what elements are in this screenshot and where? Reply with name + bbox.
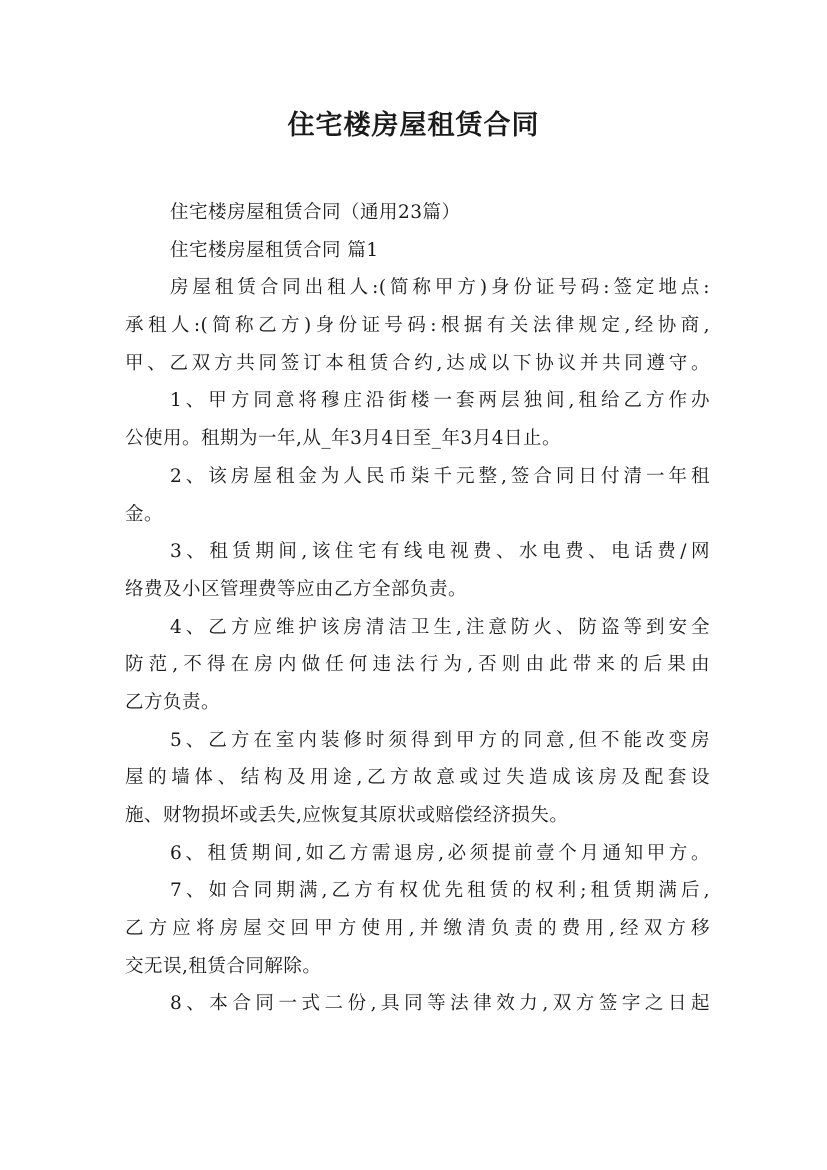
text-line: 公使用。租期为一年,从_年3月4日至_年3月4日止。 xyxy=(125,428,561,450)
text-line: 7、如合同期满,乙方有权优先租赁的权利;租赁期满后, xyxy=(170,880,710,902)
text-line: 乙方应将房屋交回甲方使用,并缴清负责的费用,经双方移 xyxy=(125,918,710,940)
document-body xyxy=(125,194,710,1023)
text-line: 络费及小区管理费等应由乙方全部负责。 xyxy=(125,578,468,600)
text-line: 交无误,租赁合同解除。 xyxy=(125,955,322,977)
text-line: 1、甲方同意将穆庄沿街楼一套两层独间,租给乙方作办 xyxy=(170,390,710,412)
text-line: 3、租赁期间,该住宅有线电视费、水电费、电话费/网 xyxy=(170,541,710,563)
text-line: 住宅楼房屋租赁合同（通用23篇） xyxy=(170,202,461,223)
text-line: 承租人:(简称乙方)身份证号码:根据有关法律规定,经协商, xyxy=(125,315,710,337)
text-line: 甲、乙双方共同签订本租赁合约,达成以下协议并共同遵守。 xyxy=(125,352,710,374)
text-line: 2、该房屋租金为人民币柒千元整,签合同日付清一年租 xyxy=(170,465,710,487)
text-line: 防范,不得在房内做任何违法行为,否则由此带来的后果由 xyxy=(125,654,710,676)
text-line: 房屋租赁合同出租人:(简称甲方)身份证号码:签定地点: xyxy=(170,277,710,299)
text-line: 施、财物损坏或丢失,应恢复其原状或赔偿经济损失。 xyxy=(125,805,569,826)
text-line: 乙方负责。 xyxy=(125,691,221,713)
text-line: 6、租赁期间,如乙方需退房,必须提前壹个月通知甲方。 xyxy=(170,842,710,864)
text-line: 5、乙方在室内装修时须得到甲方的同意,但不能改变房 xyxy=(170,729,710,751)
text-line: 住宅楼房屋租赁合同 篇1 xyxy=(170,239,379,261)
text-line: 金。 xyxy=(125,503,164,525)
text-line: 4、乙方应维护该房清洁卫生,注意防火、防盗等到安全 xyxy=(170,616,710,638)
document-title: 住宅楼房屋租赁合同 xyxy=(287,110,540,141)
text-line: 屋的墙体、结构及用途,乙方故意或过失造成该房及配套设 xyxy=(125,767,710,789)
text-line: 8、本合同一式二份,具同等法律效力,双方签字之日起 xyxy=(170,993,710,1015)
